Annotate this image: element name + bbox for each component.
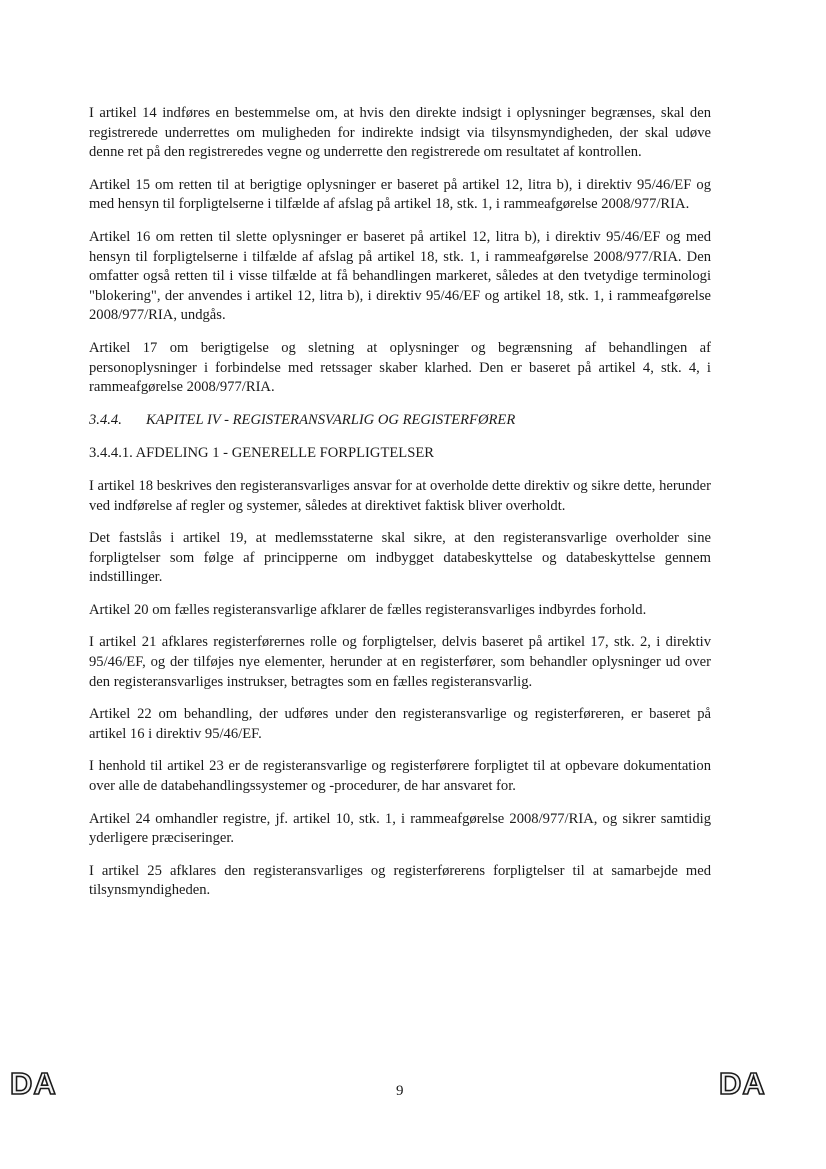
chapter-heading bbox=[89, 411, 711, 431]
page-number: 9 bbox=[396, 1083, 404, 1099]
paragraph-article-15: Artikel 15 om retten til at berigtige oplysninger er baseret på artikel 12, litra b), i direktiv 95/46/EF og med hensyn til forpligtelserne i tilfælde af afslag på artikel 18, stk. 1, i rammeafgørelse 2008/977/RIA. bbox=[89, 176, 711, 213]
paragraph-article-18: I artikel 18 beskrives den registeransvarliges ansvar for at overholde dette direktiv og sikre dette, herunder ved indførelse af regler og systemer, således at direktivet faktisk bliver overholdt. bbox=[89, 477, 711, 514]
language-code-right: DA bbox=[719, 1066, 766, 1101]
chapter-heading-number: 3.4.4. bbox=[89, 411, 122, 428]
paragraph-article-16: Artikel 16 om retten til slette oplysninger er baseret på artikel 12, litra b), i direktiv 95/46/EF og med hensyn til forpligtelserne i tilfælde af afslag på artikel 18, stk. 1, i rammeafgørelse 2008/977/RIA. Den omfatter også retten til i visse tilfælde at få behandlingen markeret, således at den tvetydige terminologi "blokering", der anvendes i artikel 12, litra b), i direktiv 95/46/EF og artikel 18, stk. 1, i rammeafgørelse 2008/977/RIA, undgås. bbox=[89, 228, 711, 324]
paragraph-article-21: I artikel 21 afklares registerførernes rolle og forpligtelser, delvis baseret på artikel 17, stk. 2, i direktiv 95/46/EF, og der tilføjes nye elementer, herunder at en registerfører, som behandler oplysninger ud over den registeransvarliges instrukser, betragtes som en fælles registeransvarlig. bbox=[89, 634, 711, 690]
paragraph-article-24: Artikel 24 omhandler registre, jf. artikel 10, stk. 1, i rammeafgørelse 2008/977/RIA, og sikrer samtidig yderligere præciseringer. bbox=[89, 810, 711, 847]
paragraph-article-14: I artikel 14 indføres en bestemmelse om, at hvis den direkte indsigt i oplysninger begrænses, skal den registrerede underrettes om muligheden for indirekte indsigt via tilsynsmyndigheden, der skal udøve denne ret på den registreredes vegne og underrette den registrerede om resultatet af kontrollen. bbox=[89, 105, 711, 161]
paragraph-article-20: Artikel 20 om fælles registeransvarlige afklarer de fælles registeransvarliges indbyrdes forhold. bbox=[89, 601, 647, 618]
chapter-heading-title: KAPITEL IV - REGISTERANSVARLIG OG REGISTERFØRER bbox=[146, 411, 516, 428]
paragraph-article-17: Artikel 17 om berigtigelse og sletning at oplysninger og begrænsning af behandlingen af personoplysninger i forbindelse med retssager skaber klarhed. Den er baseret på artikel 4, stk. 4, i rammeafgørelse 2008/977/RIA. bbox=[89, 339, 711, 396]
section-heading: 3.4.4.1. AFDELING 1 - GENERELLE FORPLIGTELSER bbox=[89, 445, 434, 462]
paragraph-article-22: Artikel 22 om behandling, der udføres under den registeransvarlige og registerføreren, er baseret på artikel 16 i direktiv 95/46/EF. bbox=[89, 706, 711, 742]
paragraph-article-23: I henhold til artikel 23 er de registeransvarlige og registerførere forpligtet til at opbevare dokumentation over alle de databehandlingssystemer og -procedurer, de har ansvaret for. bbox=[89, 758, 711, 795]
language-code-left: DA bbox=[10, 1066, 57, 1101]
paragraph-article-25: I artikel 25 afklares den registeransvarliges og registerførerens forpligtelser til at samarbejde med tilsynsmyndigheden. bbox=[89, 862, 711, 899]
document-body bbox=[89, 104, 711, 914]
paragraph-article-19: Det fastslås i artikel 19, at medlemsstaterne skal sikre, at den registeransvarlige overholder sine forpligtelser som følge af principperne om indbygget databeskyttelse og databeskyttelse gennem indstillinger. bbox=[89, 530, 711, 586]
